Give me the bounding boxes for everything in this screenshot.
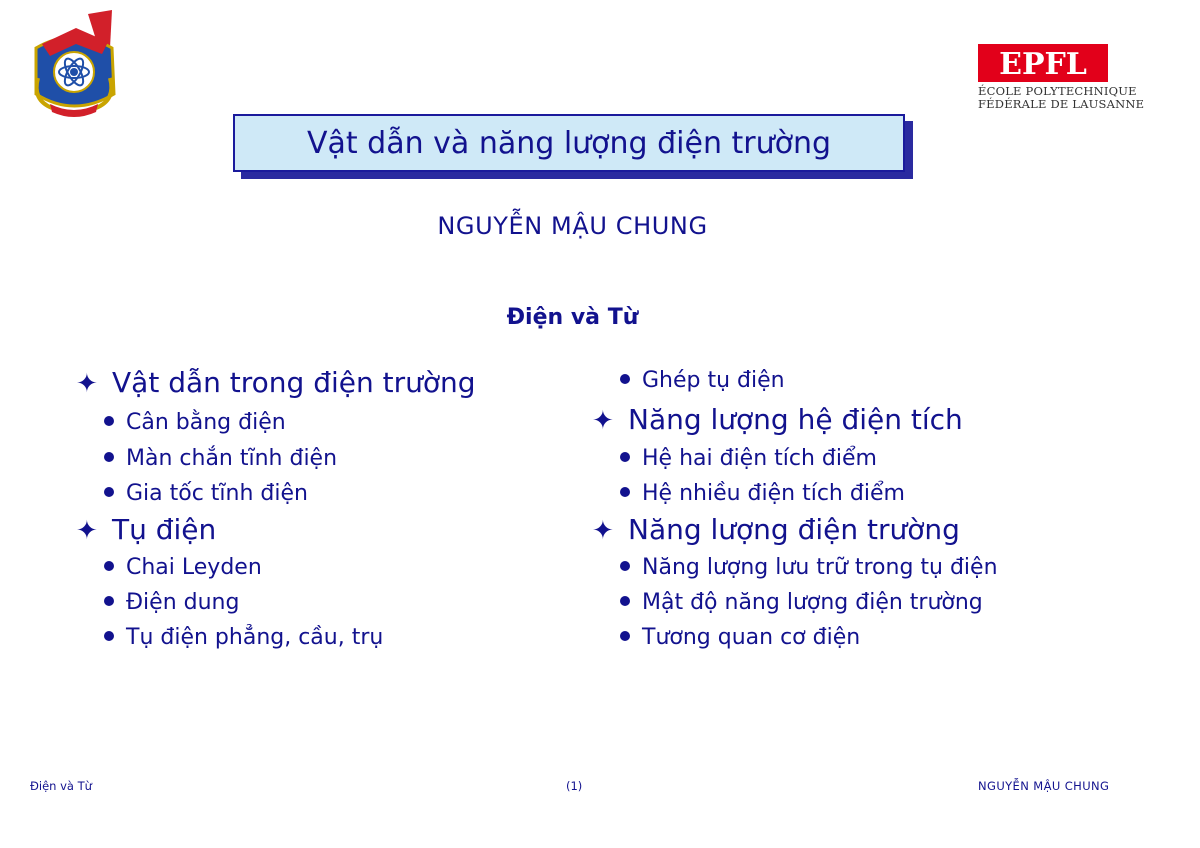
outline-item xyxy=(104,410,286,435)
outline-item-text: Hệ hai điện tích điểm xyxy=(642,446,877,471)
outline-item xyxy=(620,481,905,506)
dot-bullet-icon xyxy=(620,561,630,571)
dot-bullet-icon xyxy=(104,487,114,497)
course-subject: Điện và Từ xyxy=(506,305,639,330)
epfl-line-2: FÉDÉRALE DE LAUSANNE xyxy=(978,97,1145,111)
university-emblem-icon xyxy=(28,8,120,120)
outline-item xyxy=(76,366,476,399)
outline-item-text: Điện dung xyxy=(126,590,240,615)
dot-bullet-icon xyxy=(104,596,114,606)
outline-item xyxy=(104,481,308,506)
outline-item-text: Ghép tụ điện xyxy=(642,368,785,393)
outline-item xyxy=(104,590,239,615)
outline-item-text: Năng lượng điện trường xyxy=(628,513,960,546)
dot-bullet-icon xyxy=(104,416,114,426)
outline-item-text: Cân bằng điện xyxy=(126,410,286,435)
outline-item xyxy=(76,513,216,546)
footer-right: NGUYỄN MẬU CHUNG xyxy=(978,779,1110,793)
dot-bullet-icon xyxy=(620,452,630,462)
outline-item-text: Gia tốc tĩnh điện xyxy=(126,481,308,506)
outline-item xyxy=(592,403,963,436)
outline-item-text: Chai Leyden xyxy=(126,555,262,580)
outline-item xyxy=(104,446,337,471)
title-box xyxy=(233,114,905,172)
star-bullet-icon: ✦ xyxy=(76,516,98,546)
footer-left: Điện và Từ xyxy=(30,779,92,793)
outline-item xyxy=(104,555,262,580)
outline-item-text: Tụ điện phẳng, cầu, trụ xyxy=(126,625,384,650)
outline-item xyxy=(620,555,998,580)
outline-item-text: Tụ điện xyxy=(112,513,217,546)
dot-bullet-icon xyxy=(620,374,630,384)
outline-item xyxy=(620,590,983,615)
footer-page-number: (1) xyxy=(566,779,583,793)
star-bullet-icon: ✦ xyxy=(76,369,98,399)
outline-item xyxy=(592,513,960,546)
outline-item-text: Năng lượng lưu trữ trong tụ điện xyxy=(642,555,998,580)
outline-item-text: Màn chắn tĩnh điện xyxy=(126,446,338,471)
outline-item-text: Năng lượng hệ điện tích xyxy=(628,403,963,436)
dot-bullet-icon xyxy=(104,631,114,641)
epfl-mark-text: EPFL xyxy=(999,47,1087,82)
dot-bullet-icon xyxy=(104,561,114,571)
outline-item xyxy=(620,446,877,471)
outline-item-text: Tương quan cơ điện xyxy=(642,625,861,650)
outline-item xyxy=(620,368,785,393)
outline-item-text: Mật độ năng lượng điện trường xyxy=(642,590,983,615)
epfl-logo xyxy=(978,44,1145,114)
author-name: NGUYỄN MẬU CHUNG xyxy=(437,212,708,240)
dot-bullet-icon xyxy=(620,631,630,641)
epfl-line-1: ÉCOLE POLYTECHNIQUE xyxy=(978,84,1137,98)
outline-item xyxy=(620,625,860,650)
dot-bullet-icon xyxy=(620,596,630,606)
outline-item xyxy=(104,625,383,650)
outline-item-text: Vật dẫn trong điện trường xyxy=(112,366,476,399)
star-bullet-icon: ✦ xyxy=(592,516,614,546)
outline-item-text: Hệ nhiều điện tích điểm xyxy=(642,481,905,506)
star-bullet-icon: ✦ xyxy=(592,406,614,436)
dot-bullet-icon xyxy=(104,452,114,462)
dot-bullet-icon xyxy=(620,487,630,497)
slide-title: Vật dẫn và năng lượng điện trường xyxy=(306,125,832,161)
epfl-logo-icon xyxy=(978,44,1108,82)
